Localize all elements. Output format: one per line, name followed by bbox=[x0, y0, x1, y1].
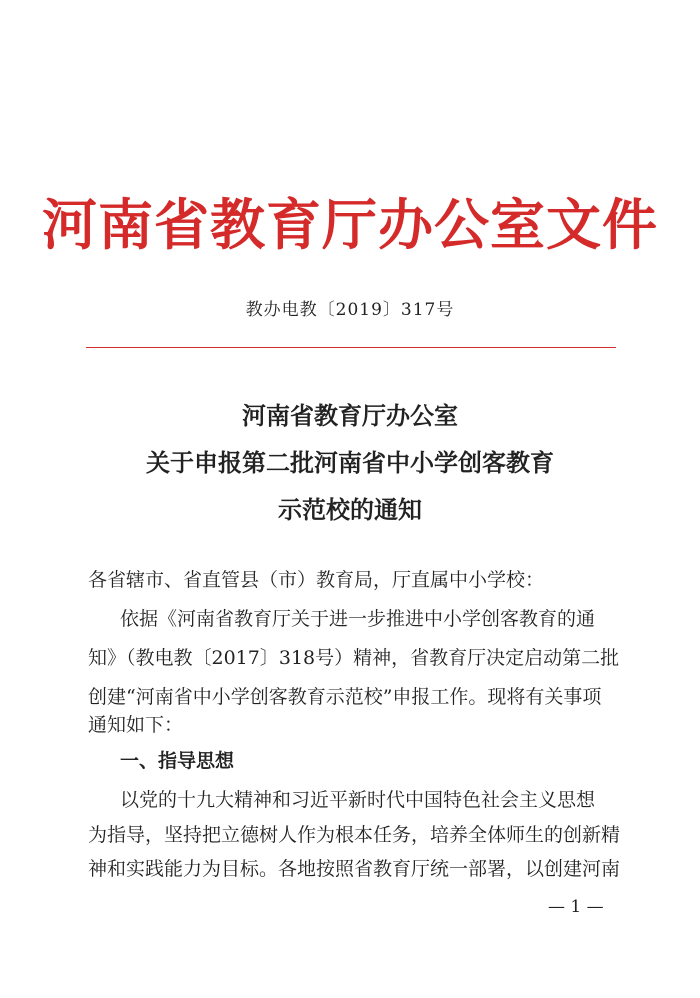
paragraph-2-line-1: 以党的十九大精神和习近平新时代中国特色社会主义思想 bbox=[120, 789, 596, 811]
paragraph-1-line-3: 创建“河南省中小学创客教育示范校”申报工作。现将有关事项 bbox=[88, 686, 602, 708]
paragraph-1-line-4: 通知如下： bbox=[88, 714, 184, 736]
notice-title-line-1: 河南省教育厅办公室 bbox=[242, 401, 458, 430]
paragraph-1-line-2: 知》（教电教〔2017〕318号）精神，省教育厅决定启动第二批 bbox=[88, 647, 620, 669]
issuing-office-header: 河南省教育厅办公室文件 bbox=[41, 192, 658, 257]
recipients-line: 各省辖市、省直管县（市）教育局，厅直属中小学校： bbox=[88, 569, 545, 591]
notice-title-line-3: 示范校的通知 bbox=[278, 495, 422, 524]
paragraph-2-line-2: 为指导，坚持把立德树人作为根本任务，培养全体师生的创新精 bbox=[88, 824, 621, 846]
red-divider-line bbox=[86, 347, 616, 348]
notice-title-line-2: 关于申报第二批河南省中小学创客教育 bbox=[146, 448, 554, 477]
document-number: 教办电教〔2019〕317号 bbox=[245, 300, 455, 320]
paragraph-1-line-1: 依据《河南省教育厅关于进一步推进中小学创客教育的通 bbox=[120, 608, 596, 630]
page-number: — 1 — bbox=[548, 897, 604, 917]
paragraph-2-line-3: 神和实践能力为目标。各地按照省教育厅统一部署，以创建河南 bbox=[88, 858, 621, 880]
section-1-heading: 一、指导思想 bbox=[120, 750, 235, 772]
